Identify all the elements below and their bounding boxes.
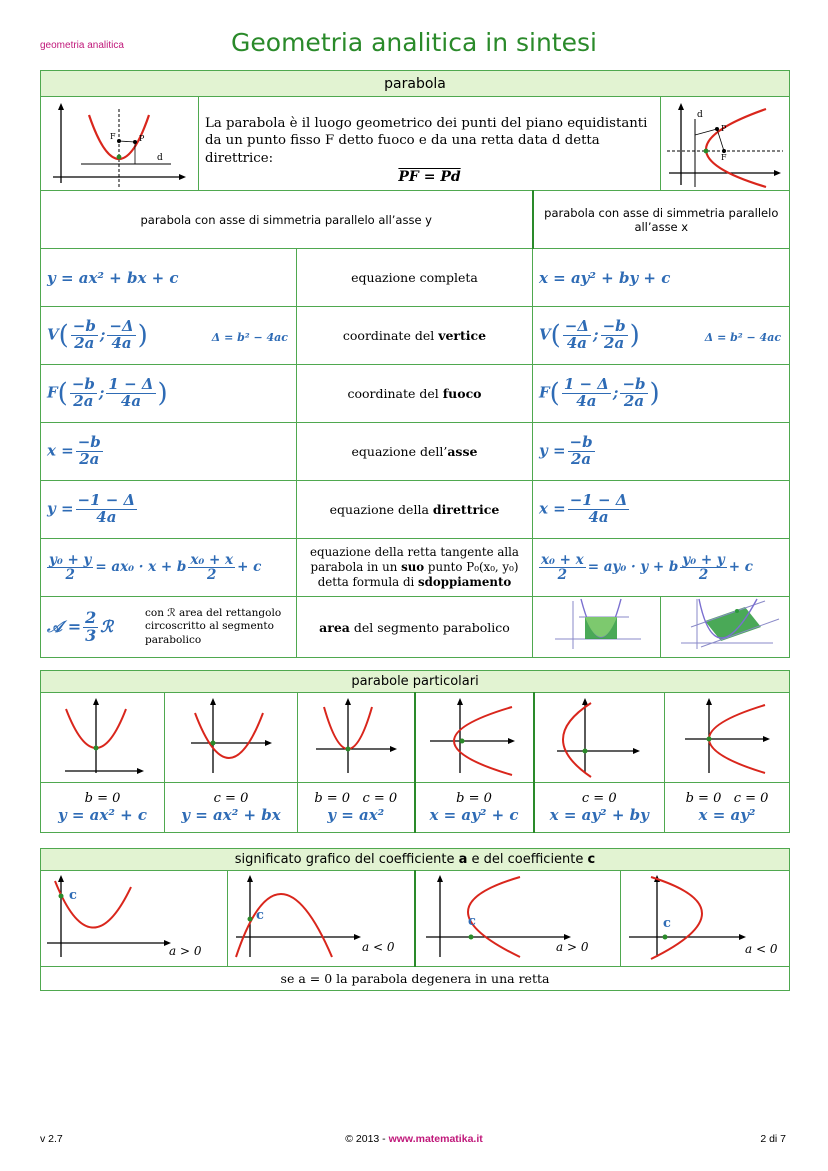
parabola-table — [40, 70, 790, 658]
complete-eq-y: y = ax² + bx + c — [41, 249, 297, 307]
directrix-label-bold: direttrice — [432, 502, 500, 517]
page-title: Geometria analitica in sintesi — [231, 28, 597, 57]
directrix-y-var: y = — [47, 499, 74, 518]
special-fig-2 — [165, 693, 298, 783]
area-var: 𝒜 = — [47, 616, 82, 636]
coef-title-mid: e del coefficiente — [467, 852, 588, 867]
special-parabolas-table — [40, 670, 790, 833]
special-cond-2: c = 0 — [213, 791, 249, 806]
tangent-x-d2: 2 — [680, 567, 726, 582]
axis-y-cell — [41, 423, 297, 481]
vertex-y-n1: −b — [72, 317, 96, 336]
area-label-bold: area — [319, 619, 350, 635]
focus-y-cell: F( $\frac{-b}{2a}$ ; $\frac{1 - \Delta}{4a}$ ) — [41, 365, 297, 423]
fig-left-d-label: d — [157, 153, 163, 163]
directrix-label-pre: equazione della — [329, 502, 433, 517]
footer-version: v 2.7 — [40, 1133, 63, 1145]
vertex-label — [297, 307, 533, 365]
vertex-y-n2: −Δ — [109, 317, 134, 336]
special-fig-3 — [298, 693, 415, 783]
coef-c-label-4: c — [663, 916, 671, 931]
special-cell-2 — [165, 783, 298, 833]
col-x-header: parabola con asse di simmetria parallelo all’asse x — [533, 191, 790, 249]
coef-title-pre: significato grafico del coefficiente — [234, 852, 459, 867]
focus-label-bold: fuoco — [442, 386, 482, 401]
footer-copyright-text: © 2013 - — [345, 1133, 389, 1145]
footer-copyright — [0, 1133, 828, 1145]
vertex-x-n1: −Δ — [564, 317, 590, 336]
focus-x-n1: 1 − Δ — [563, 375, 609, 394]
tangent-label-line3: detta formula di sdoppiamento — [317, 574, 512, 589]
coef-cond-4: a < 0 — [745, 942, 778, 956]
focus-label-pre: coordinate del — [347, 386, 443, 401]
footer-page: 2 di 7 — [760, 1133, 786, 1145]
focus-y-prefix: F — [47, 383, 58, 402]
vertex-label-bold: vertice — [438, 328, 487, 343]
special-cell-6 — [665, 783, 790, 833]
special-cond-5: c = 0 — [581, 791, 617, 806]
tangent-y-mid: = ax₀ · x + b — [95, 559, 187, 575]
tangent-label-line2: parabola in un suo punto P₀(x₀, y₀) — [310, 560, 519, 575]
definition-text-cell — [199, 97, 660, 190]
vertex-y-cell: Δ = b² − 4ac V( $\frac{-b}{2a}$ ; $\frac{-\Delta}{4a}$ ) — [41, 307, 297, 365]
fig-left-p-label: P — [139, 134, 145, 143]
tangent-x-n1: x₀ + x — [541, 551, 584, 568]
tangent-x-cell — [533, 539, 790, 597]
directrix-y-num: −1 − Δ — [77, 491, 136, 510]
area-num: 2 — [85, 607, 97, 627]
tangent-x-end: + c — [728, 559, 753, 575]
directrix-y-den: 4a — [76, 509, 138, 526]
special-eq-5: x = ay² + by — [549, 806, 649, 824]
col-y-header: parabola con asse di simmetria parallelo all’asse y — [41, 191, 533, 249]
parabola-section-title: parabola — [41, 71, 790, 97]
coef-fig-3 — [415, 871, 621, 967]
complete-label: equazione completa — [297, 249, 533, 307]
focus-x-n2: −b — [622, 375, 646, 394]
focus-y-sep: ; — [98, 383, 105, 402]
tangent-y-d1: 2 — [47, 567, 93, 582]
vertex-y-d2: 4a — [107, 335, 135, 352]
axis-x-den: 2a — [568, 451, 595, 468]
header-subject: geometria analitica — [40, 40, 124, 51]
tangent-y-n1: y₀ + y — [49, 551, 92, 568]
area-figure-2 — [661, 597, 790, 658]
special-fig-5 — [534, 693, 665, 783]
fig-left-f-label: F — [110, 132, 116, 141]
vertex-y-prefix: V — [47, 325, 59, 344]
area-den: 3 — [85, 625, 97, 645]
complete-eq-x: x = ay² + by + c — [533, 249, 790, 307]
special-cond-3: b = 0 c = 0 — [314, 791, 398, 806]
special-cond-4: b = 0 — [456, 791, 492, 806]
area-label-post: del segmento parabolico — [349, 619, 510, 635]
axis-y-var: x = — [47, 441, 74, 460]
tangent-label — [297, 539, 533, 597]
area-label — [297, 597, 533, 658]
area-formula — [47, 607, 145, 645]
special-eq-3: y = ax² — [327, 806, 385, 824]
vertex-x-prefix: V — [539, 325, 551, 344]
coef-fig-4 — [621, 871, 790, 967]
special-fig-6 — [665, 693, 790, 783]
focus-y-n2: 1 − Δ — [108, 375, 154, 394]
axis-label-pre: equazione dell’ — [351, 444, 448, 459]
axis-x-cell — [533, 423, 790, 481]
vertex-x-n2: −b — [602, 317, 626, 336]
special-cond-6: b = 0 c = 0 — [685, 791, 769, 806]
tangent-y-end: + c — [237, 559, 262, 575]
coef-cond-3: a > 0 — [555, 940, 588, 954]
focus-x-prefix: F — [539, 383, 550, 402]
directrix-x-cell — [533, 481, 790, 539]
definition-figure-right — [660, 97, 789, 190]
vertex-y-sep: ; — [99, 325, 106, 344]
fig-right-d-label: d — [697, 110, 703, 120]
coef-fig-1 — [41, 871, 228, 967]
vertex-x-cell: Δ = b² − 4ac V( $\frac{-\Delta}{4a}$ ; $\frac{-b}{2a}$ ) — [533, 307, 790, 365]
axis-x-num: −b — [569, 433, 593, 452]
coef-fig-2 — [228, 871, 415, 967]
focus-label — [297, 365, 533, 423]
axis-y-den: 2a — [76, 451, 103, 468]
coef-c-label-2: c — [256, 908, 264, 923]
tangent-x-mid: = ay₀ · y + b — [587, 559, 679, 575]
tangent-y-d2: 2 — [188, 567, 235, 582]
area-r: ℛ — [100, 616, 114, 636]
focus-y-n1: −b — [71, 375, 95, 394]
vertex-label-pre: coordinate del — [342, 328, 439, 343]
special-cell-3 — [298, 783, 415, 833]
focus-x-d2: 2a — [620, 393, 647, 410]
definition-formula: PF = Pd — [398, 168, 461, 185]
special-cell-1 — [41, 783, 165, 833]
tangent-y-n2: x₀ + x — [190, 551, 234, 568]
special-eq-4: x = ay² + c — [429, 806, 519, 824]
definition-figure-left — [41, 97, 199, 190]
directrix-x-var: x = — [539, 499, 566, 518]
directrix-y-cell — [41, 481, 297, 539]
axis-label — [297, 423, 533, 481]
footer-site-link[interactable]: www.matematika.it — [388, 1133, 483, 1145]
special-eq-2: y = ax² + bx — [181, 806, 281, 824]
special-fig-1 — [41, 693, 165, 783]
directrix-label — [297, 481, 533, 539]
tangent-x-n2: y₀ + y — [682, 551, 725, 568]
special-eq-6: x = ay² — [698, 806, 756, 824]
tangent-x-d1: 2 — [539, 567, 586, 582]
coef-cond-2: a < 0 — [362, 940, 395, 954]
delta-note-left: Δ = b² − 4ac — [211, 331, 288, 345]
vertex-y-d1: 2a — [71, 335, 98, 352]
special-cell-4 — [415, 783, 534, 833]
focus-x-sep: ; — [612, 383, 619, 402]
fig-right-f-label: F — [721, 153, 727, 162]
tangent-y-cell — [41, 539, 297, 597]
special-fig-4 — [415, 693, 534, 783]
tangent-label-line1: equazione della retta tangente alla — [310, 545, 519, 560]
definition-text: La parabola è il luogo geometrico dei punti del piano equidistanti da un punto fisso F detto fuoco e da una retta data d detta direttrice: — [205, 116, 648, 166]
directrix-x-den: 4a — [568, 509, 630, 526]
coef-title-a: a — [458, 852, 468, 867]
fig-right-p-label: P — [721, 124, 727, 133]
area-formula-cell — [41, 597, 297, 658]
coefficients-note: se a = 0 la parabola degenera in una retta — [41, 967, 790, 991]
vertex-x-d1: 4a — [563, 335, 591, 352]
special-cell-5 — [534, 783, 665, 833]
axis-x-var: y = — [539, 441, 566, 460]
vertex-x-d2: 2a — [601, 335, 628, 352]
coef-c-label-1: c — [69, 888, 77, 903]
axis-label-bold: asse — [447, 444, 478, 459]
axis-y-num: −b — [77, 433, 101, 452]
area-note: con ℛ area del rettangolo circoscritto al segmento parabolico — [145, 607, 282, 646]
special-cond-1: b = 0 — [84, 791, 121, 806]
vertex-x-sep: ; — [593, 325, 599, 344]
focus-y-d2: 4a — [106, 393, 155, 410]
focus-y-d1: 2a — [70, 393, 97, 410]
focus-x-cell: F( $\frac{1 - \Delta}{4a}$ ; $\frac{-b}{2a}$ ) — [533, 365, 790, 423]
coef-title-c: c — [587, 852, 596, 867]
delta-note-right: Δ = b² − 4ac — [704, 331, 782, 345]
coef-c-label-3: c — [467, 914, 476, 929]
coef-cond-1: a > 0 — [169, 944, 202, 958]
focus-x-d1: 4a — [562, 393, 611, 410]
special-title: parabole particolari — [41, 671, 790, 693]
coefficients-table — [40, 848, 790, 991]
coefficients-title — [41, 849, 790, 871]
directrix-x-num: −1 − Δ — [569, 491, 628, 510]
special-eq-1: y = ax² + c — [57, 806, 148, 824]
area-figure-1 — [533, 597, 661, 658]
definition-row — [41, 97, 790, 191]
